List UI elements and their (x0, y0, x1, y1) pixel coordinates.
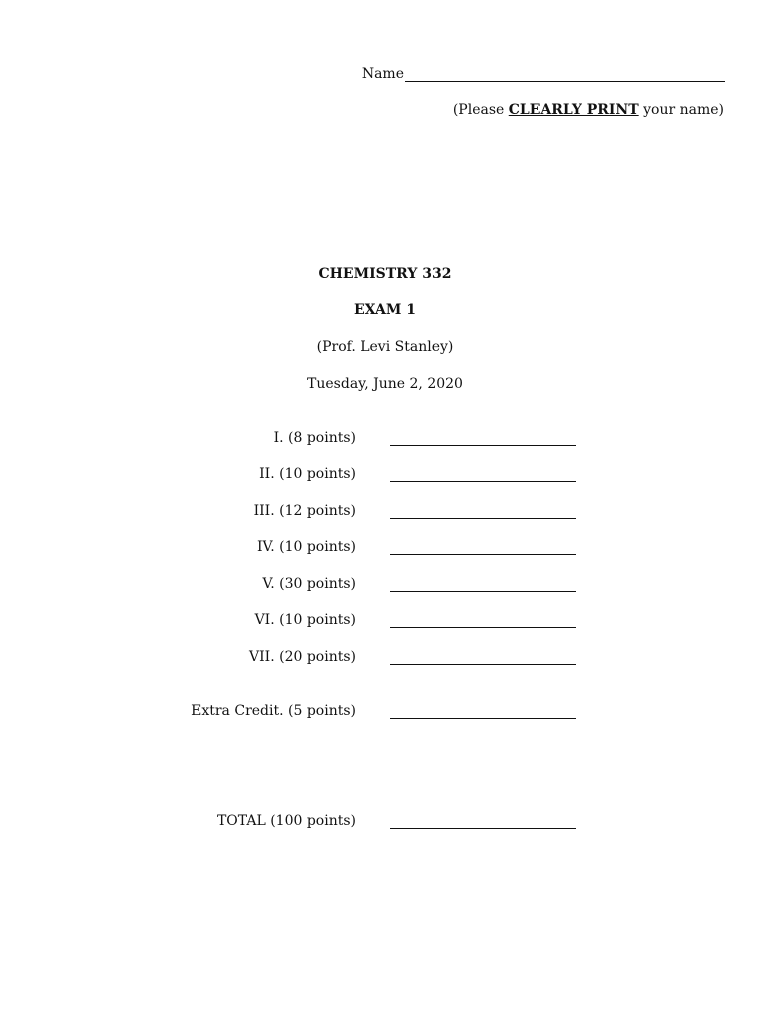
exam-title: EXAM 1 (353, 302, 416, 318)
score-blank-field[interactable] (390, 481, 576, 482)
score-row-total (0, 811, 770, 831)
score-row-label: VII. (20 points) (249, 649, 356, 665)
score-row-extra-credit (0, 701, 770, 721)
score-row-label: Extra Credit. (5 points) (191, 703, 356, 719)
score-row-3 (0, 501, 770, 521)
score-row-label: VI. (10 points) (254, 612, 356, 628)
score-blank-field[interactable] (390, 554, 576, 555)
score-row-6 (0, 610, 770, 630)
score-row-1 (0, 428, 770, 448)
score-row-label: IV. (10 points) (257, 539, 356, 555)
score-row-2 (0, 464, 770, 484)
score-blank-field[interactable] (390, 627, 576, 628)
print-emphasis: CLEARLY PRINT (508, 102, 639, 118)
print-suffix: your name) (638, 102, 724, 118)
score-row-label: V. (30 points) (262, 576, 356, 592)
course-title: CHEMISTRY 332 (318, 266, 452, 282)
score-row-7 (0, 647, 770, 667)
score-row-label: I. (8 points) (273, 430, 356, 446)
score-row-label: III. (12 points) (253, 503, 356, 519)
exam-date: Tuesday, June 2, 2020 (307, 376, 463, 392)
score-row-4 (0, 537, 770, 557)
score-row-5 (0, 574, 770, 594)
score-blank-field[interactable] (390, 718, 576, 719)
print-prefix: (Please (452, 102, 509, 118)
name-label: Name (361, 66, 404, 82)
score-blank-field[interactable] (390, 445, 576, 446)
name-blank-field[interactable] (405, 67, 725, 82)
score-row-label: TOTAL (100 points) (216, 813, 356, 829)
professor-name: (Prof. Levi Stanley) (316, 339, 454, 355)
score-blank-field[interactable] (390, 828, 576, 829)
print-instruction (453, 102, 724, 118)
name-line (362, 66, 725, 82)
score-row-label: II. (10 points) (259, 466, 356, 482)
score-blank-field[interactable] (390, 664, 576, 665)
score-blank-field[interactable] (390, 518, 576, 519)
score-blank-field[interactable] (390, 591, 576, 592)
